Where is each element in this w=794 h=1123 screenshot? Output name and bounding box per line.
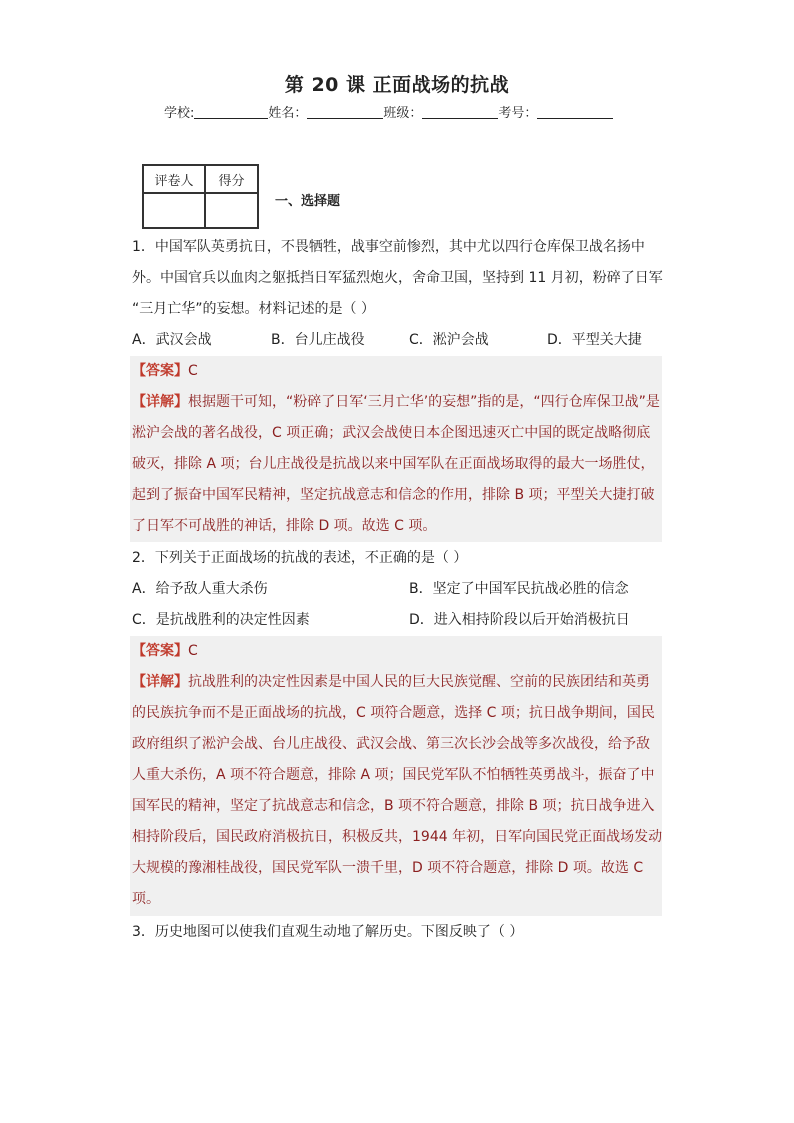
q1-detail-line: 起到了振奋中国军民精神，坚定抗战意志和信念的作用，排除 B 项；平型关大捷打破	[132, 487, 655, 503]
q1-option-a[interactable]: A．武汉会战	[132, 332, 212, 348]
detail-label: 【详解】	[132, 674, 188, 690]
grader-header: 评卷人	[143, 165, 205, 193]
detail-text: 抗战胜利的决定性因素是中国人民的巨大民族觉醒、空前的民族团结和英勇	[188, 674, 650, 690]
q1-stem-line: 外。中国官兵以血肉之躯抵挡日军猛烈炮火，舍命卫国，坚持到 11 月初，粉碎了日军	[132, 270, 663, 286]
q1-option-d[interactable]: D．平型关大捷	[547, 332, 642, 348]
answer-label: 【答案】	[132, 643, 188, 659]
q2-option-d[interactable]: D．进入相持阶段以后开始消极抗日	[409, 612, 630, 628]
q1-option-b[interactable]: B．台儿庄战役	[271, 332, 365, 348]
q1-answer-block	[130, 356, 662, 542]
q2-detail-line: 相持阶段后，国民政府消极抗日，积极反共，1944 年初，日军向国民党正面战场发动	[132, 829, 663, 845]
q2-detail-line: 国军民的精神，坚定了抗战意志和信念，B 项不符合题意，排除 B 项；抗日战争进入	[132, 798, 655, 814]
q3-stem: 3．历史地图可以使我们直观生动地了解历史。下图反映了（ ）	[132, 924, 524, 940]
q1-stem-line: 1．中国军队英勇抗日，不畏牺牲，战事空前惨烈，其中尤以四行仓库保卫战名扬中	[132, 239, 645, 255]
q2-option-c[interactable]: C．是抗战胜利的决定性因素	[132, 612, 310, 628]
exam-no-blank[interactable]	[537, 105, 613, 119]
q2-stem: 2．下列关于正面战场的抗战的表述，不正确的是（ ）	[132, 550, 468, 566]
q1-detail-line: 淞沪会战的著名战役，C 项正确；武汉会战使日本企图迅速灭亡中国的既定战略彻底	[132, 425, 651, 441]
q2-detail-line	[132, 672, 650, 692]
q2-detail-line: 人重大杀伤，A 项不符合题意，排除 A 项；国民党军队不怕牺牲英勇战斗，振奋了中	[132, 767, 655, 783]
school-label: 学校:	[164, 106, 195, 121]
q2-detail-line: 大规模的豫湘桂战役，国民党军队一溃千里，D 项不符合题意，排除 D 项。故选 C	[132, 860, 644, 876]
answer-value: C	[188, 643, 198, 659]
school-blank[interactable]	[194, 105, 268, 119]
student-info-line	[164, 102, 613, 121]
q1-detail-line: 破灭，排除 A 项；台儿庄战役是抗战以来中国军队在正面战场取得的最大一场胜仗，	[132, 456, 655, 472]
score-cell[interactable]	[205, 193, 258, 228]
q2-answer	[132, 641, 198, 661]
q1-detail-line	[132, 392, 660, 412]
grader-cell[interactable]	[143, 193, 205, 228]
q2-detail-line: 项。	[132, 891, 160, 907]
q2-detail-line: 的民族抗争而不是正面战场的抗战，C 项符合题意，选择 C 项；抗日战争期间，国民	[132, 705, 655, 721]
q2-option-b[interactable]: B．坚定了中国军民抗战必胜的信念	[409, 581, 629, 597]
q1-stem-line: “三月亡华”的妄想。材料记述的是（ ）	[132, 301, 375, 317]
q2-detail-line: 政府组织了淞沪会战、台儿庄战役、武汉会战、第三次长沙会战等多次战役，给予敌	[132, 736, 650, 752]
q2-option-a[interactable]: A．给予敌人重大杀伤	[132, 581, 268, 597]
name-blank[interactable]	[307, 105, 383, 119]
class-label: 班级：	[383, 106, 423, 121]
grader-table	[142, 164, 259, 229]
q1-detail-line: 了日军不可战胜的神话，排除 D 项。故选 C 项。	[132, 518, 437, 534]
detail-label: 【详解】	[132, 394, 188, 410]
exam-no-label: 考号：	[498, 106, 538, 121]
answer-value: C	[188, 363, 198, 379]
class-blank[interactable]	[422, 105, 498, 119]
section-title: 一、选择题	[275, 194, 341, 209]
score-header: 得分	[205, 165, 258, 193]
detail-text: 根据题干可知，“粉碎了日军‘三月亡华’的妄想”指的是，“四行仓库保卫战”是	[188, 394, 660, 410]
answer-label: 【答案】	[132, 363, 188, 379]
q1-option-c[interactable]: C．淞沪会战	[409, 332, 489, 348]
name-label: 姓名：	[268, 106, 308, 121]
q1-answer	[132, 361, 198, 381]
page-title: 第 20 课 正面战场的抗战	[284, 74, 510, 96]
